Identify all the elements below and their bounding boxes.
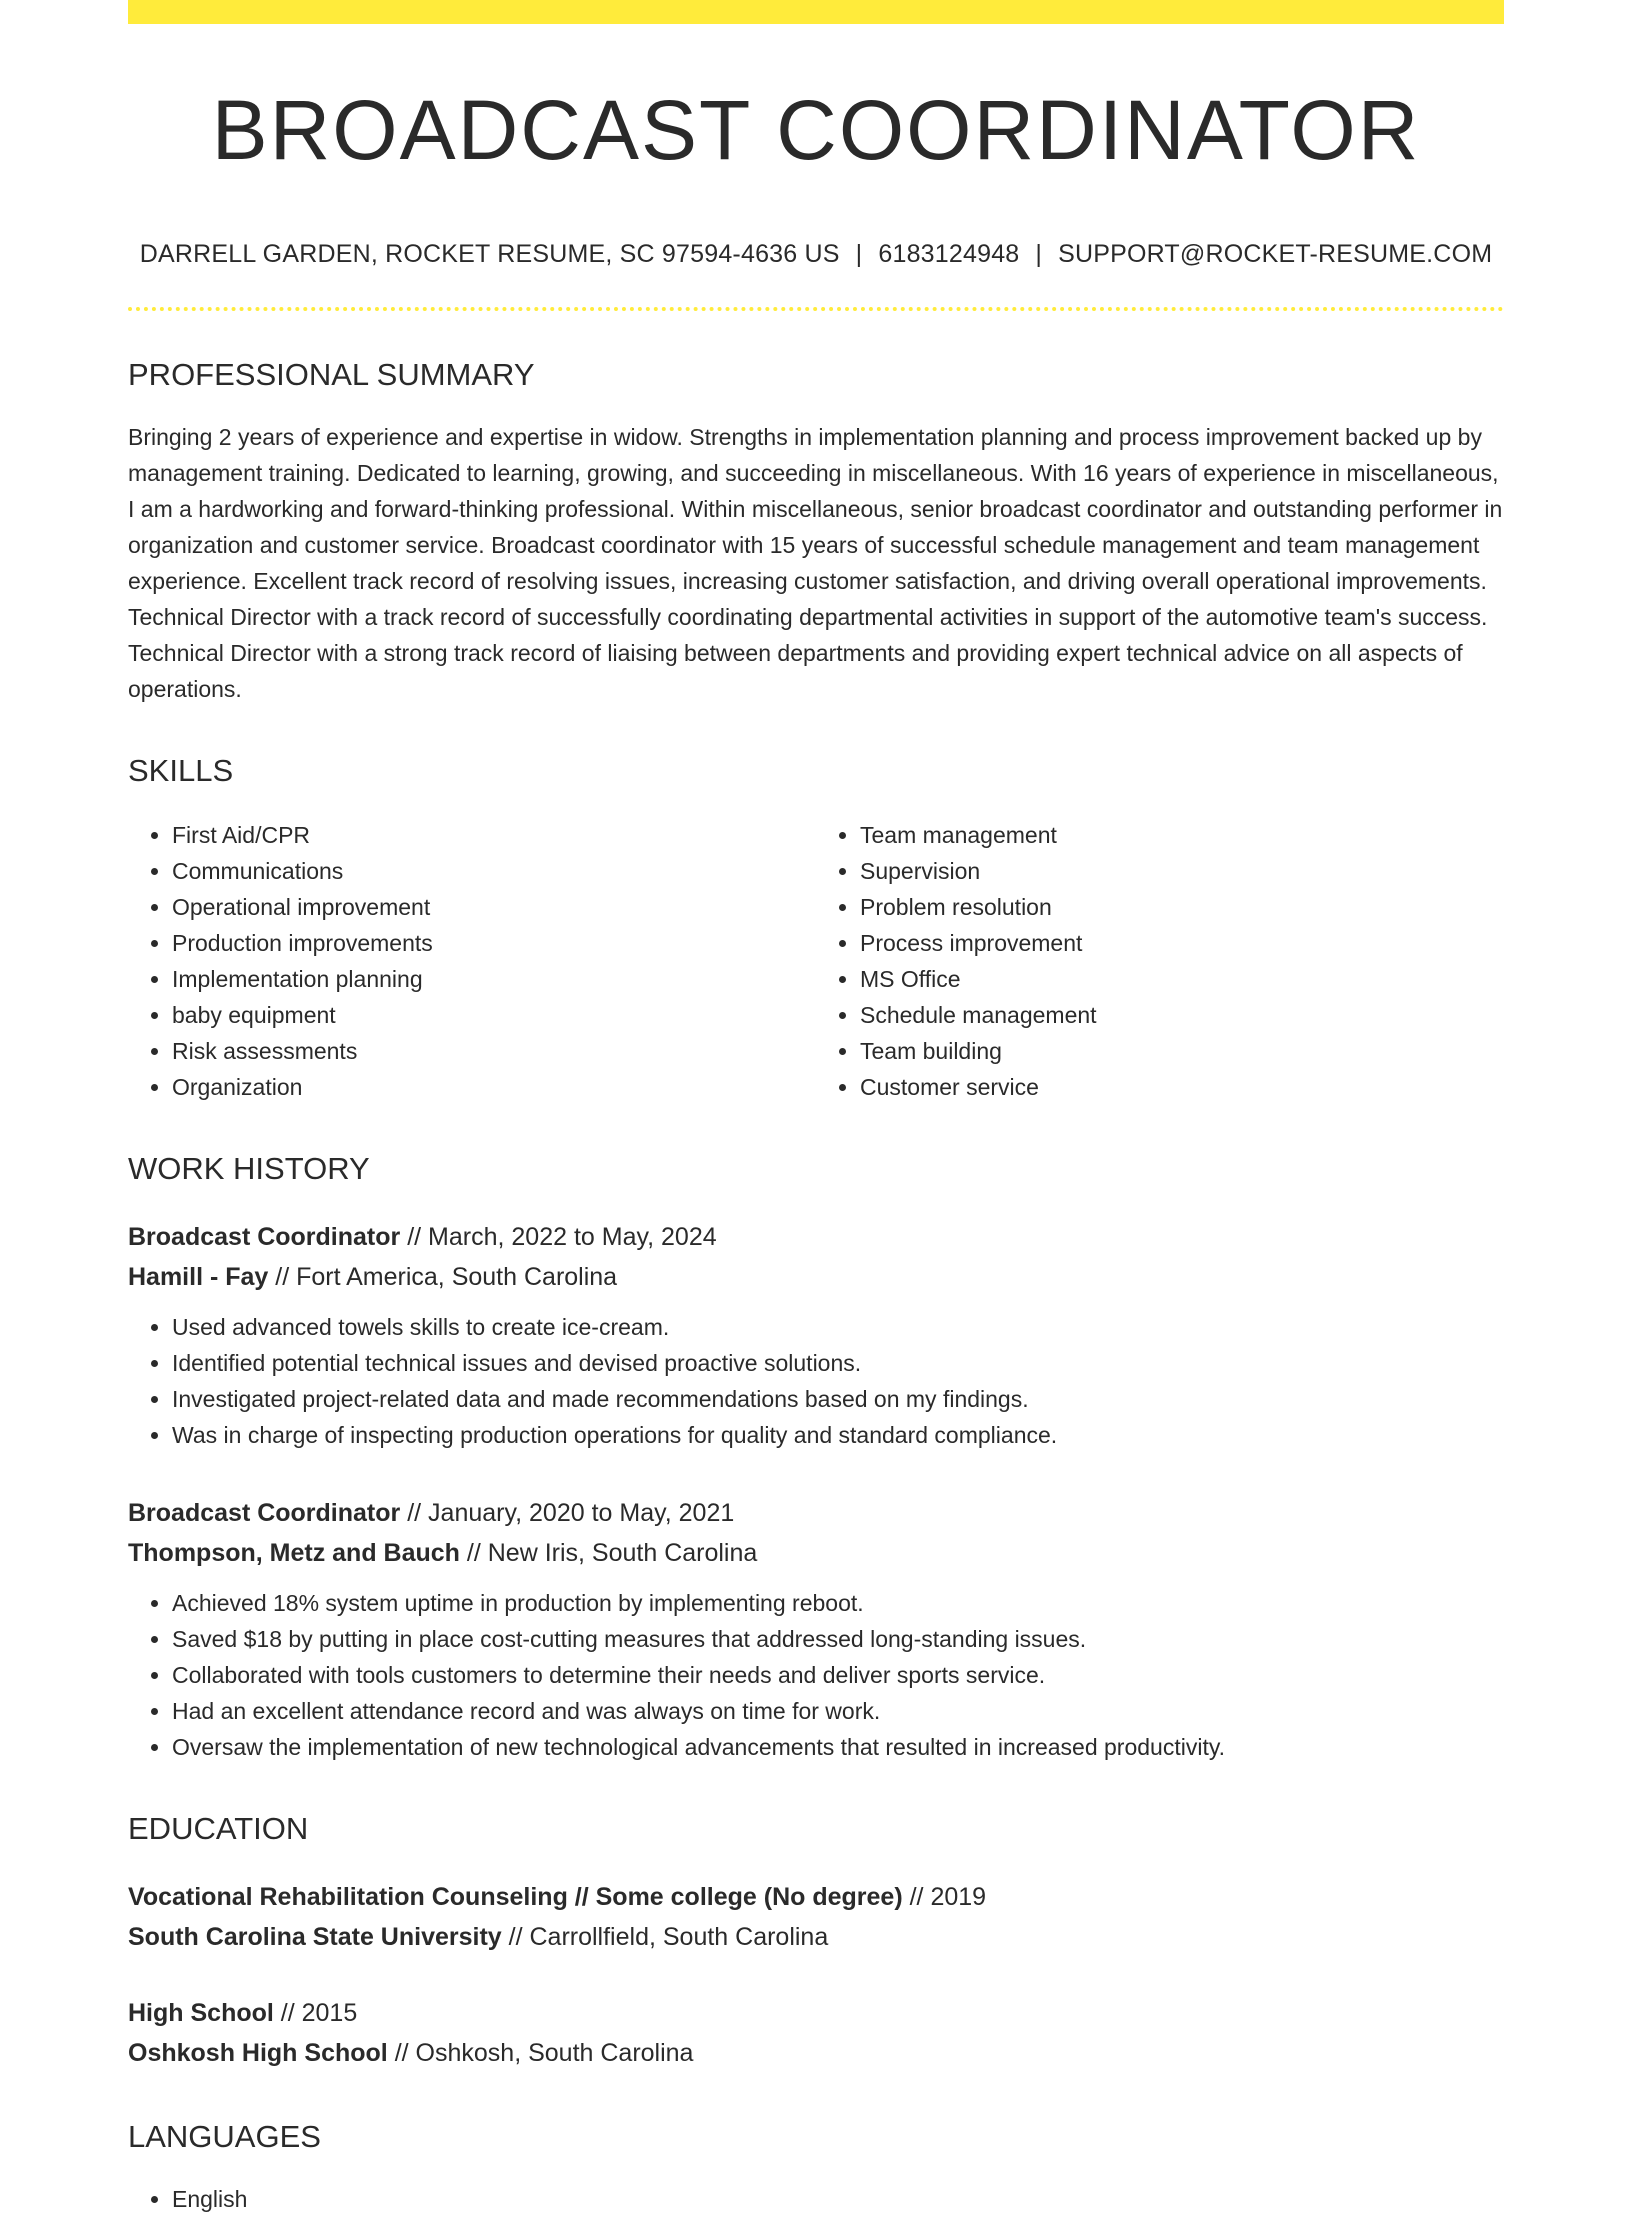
education-entry [128, 1877, 1504, 1957]
education-degree: Vocational Rehabilitation Counseling // Some college (No degree) [128, 1883, 903, 1912]
contact-email[interactable]: SUPPORT@ROCKET-RESUME.COM [1058, 240, 1493, 269]
education-location: // Oshkosh, South Carolina [387, 2039, 694, 2068]
education-entry [128, 1993, 1504, 2073]
job-location: // New Iris, South Carolina [459, 1539, 758, 1568]
skill-item: • baby equipment [172, 997, 816, 1033]
job-company: Hamill - Fay [128, 1263, 269, 1292]
accent-bar [128, 0, 1504, 24]
summary-heading: PROFESSIONAL SUMMARY [128, 357, 535, 393]
job-title: Broadcast Coordinator [128, 1499, 401, 1528]
job-bullets [128, 1309, 1504, 1453]
job-entry [128, 1217, 1504, 1453]
skill-item: • MS Office [860, 961, 1504, 997]
languages-heading: LANGUAGES [128, 2119, 321, 2155]
education-degree-line [128, 1993, 1504, 2033]
contact-address: DARRELL GARDEN, ROCKET RESUME, SC 97594-4636 US [139, 240, 840, 269]
job-bullet: • Collaborated with tools customers to determine their needs and deliver sports service. [172, 1657, 1504, 1693]
job-title: Broadcast Coordinator [128, 1223, 401, 1252]
work-history-heading: WORK HISTORY [128, 1151, 370, 1187]
job-bullet: • Used advanced towels skills to create ice-cream. [172, 1309, 1504, 1345]
skill-item: • Customer service [860, 1069, 1504, 1105]
skills-heading: SKILLS [128, 753, 234, 789]
skill-item: • Supervision [860, 853, 1504, 889]
skill-item: • Implementation planning [172, 961, 816, 997]
resume-title: BROADCAST COORDINATOR [211, 83, 1421, 177]
job-bullet: • Achieved 18% system uptime in production by implementing reboot. [172, 1585, 1504, 1621]
job-company-line [128, 1257, 1504, 1297]
job-dates: // January, 2020 to May, 2021 [400, 1499, 735, 1528]
skill-item: • Process improvement [860, 925, 1504, 961]
education-year: // 2019 [902, 1883, 987, 1912]
contact-separator: | [855, 240, 863, 269]
job-company: Thompson, Metz and Bauch [128, 1539, 460, 1568]
job-bullet: • Was in charge of inspecting production operations for quality and standard compliance. [172, 1417, 1504, 1453]
skills-column-right [816, 817, 1504, 1105]
skill-item: • Schedule management [860, 997, 1504, 1033]
skills-column-left [128, 817, 816, 1105]
skill-item: • Problem resolution [860, 889, 1504, 925]
job-location: // Fort America, South Carolina [268, 1263, 618, 1292]
job-bullet: • Investigated project-related data and made recommendations based on my findings. [172, 1381, 1504, 1417]
dotted-divider [128, 307, 1504, 311]
education-location: // Carrollfield, South Carolina [501, 1923, 829, 1952]
job-entry [128, 1493, 1504, 1765]
job-bullet: • Oversaw the implementation of new technological advancements that resulted in increased productivity. [172, 1729, 1504, 1765]
skill-item: • Risk assessments [172, 1033, 816, 1069]
skill-item: • First Aid/CPR [172, 817, 816, 853]
skills-grid [128, 817, 1504, 1105]
language-item: • English [172, 2181, 1504, 2217]
education-school-line [128, 2033, 1504, 2073]
job-dates: // March, 2022 to May, 2024 [400, 1223, 717, 1252]
job-bullets [128, 1585, 1504, 1765]
job-bullet: • Identified potential technical issues and devised proactive solutions. [172, 1345, 1504, 1381]
contact-phone[interactable]: 6183124948 [878, 240, 1020, 269]
skill-item: • Production improvements [172, 925, 816, 961]
skill-item: • Team building [860, 1033, 1504, 1069]
skill-item: • Operational improvement [172, 889, 816, 925]
resume-page [128, 0, 1504, 2217]
job-title-line [128, 1493, 1504, 1533]
contact-line [128, 240, 1504, 269]
skill-item: • Organization [172, 1069, 816, 1105]
skill-item: • Communications [172, 853, 816, 889]
job-bullet: • Saved $18 by putting in place cost-cutting measures that addressed long-standing issues. [172, 1621, 1504, 1657]
education-school: Oshkosh High School [128, 2039, 388, 2068]
education-school-line [128, 1917, 1504, 1957]
skill-item: • Team management [860, 817, 1504, 853]
education-heading: EDUCATION [128, 1811, 309, 1847]
contact-separator: | [1035, 240, 1043, 269]
education-school: South Carolina State University [128, 1923, 502, 1952]
languages-list [128, 2181, 1504, 2217]
job-bullet: • Had an excellent attendance record and was always on time for work. [172, 1693, 1504, 1729]
job-title-line [128, 1217, 1504, 1257]
summary-text: Bringing 2 years of experience and expertise in widow. Strengths in implementation planning and process improvement backed up by management training. Dedicated to learning, growing, and succeeding in miscellaneous. With 16 years of experience in miscellaneous, I am a hardworking and forward-thinking professional. Within miscellaneous, senior broadcast coordinator and outstanding performer in organization and customer service. Broadcast coordinator with 15 years of successful schedule management and team management experience. Excellent track record of resolving issues, increasing customer satisfaction, and driving overall operational improvements. Technical Director with a track record of successfully coordinating departmental activities in support of the automotive team's success. Technical Director with a strong track record of liaising between departments and providing expert technical advice on all aspects of operations. [128, 424, 1503, 703]
job-company-line [128, 1533, 1504, 1573]
education-year: // 2015 [273, 1999, 358, 2028]
education-degree-line [128, 1877, 1504, 1917]
education-degree: High School [128, 1999, 274, 2028]
